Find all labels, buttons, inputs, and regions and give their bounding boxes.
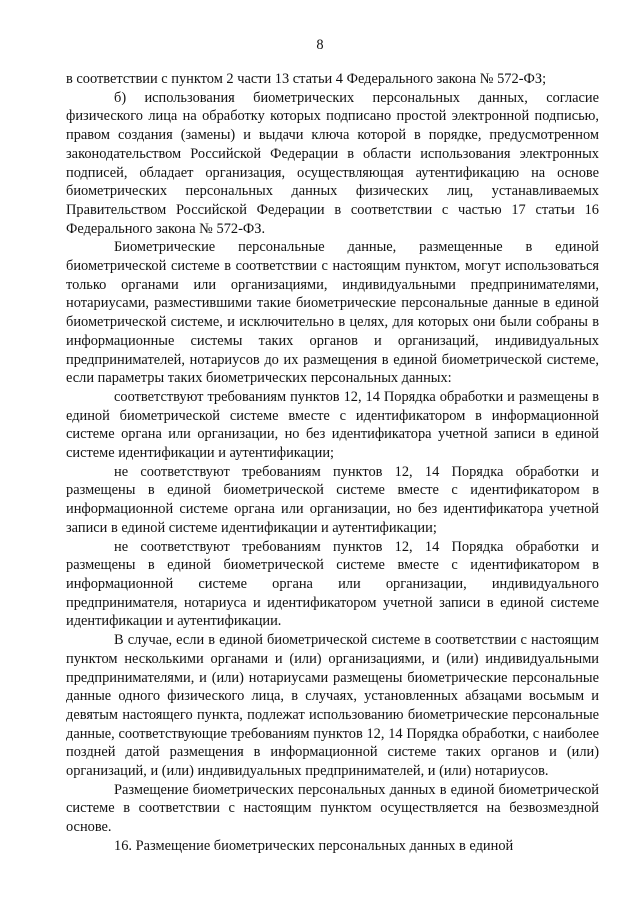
paragraph: Размещение биометрических персональных данных в единой биометрической системе в соответствии с настоящим пунктом осуществляется на безвозмездной основе.: [66, 781, 599, 836]
paragraph: в соответствии с пунктом 2 части 13 статьи 4 Федерального закона № 572-ФЗ;: [66, 71, 547, 87]
paragraph: В случае, если в единой биометрической системе в соответствии с настоящим пунктом несколькими органами и (или) организациями, и (или) индивидуальными предпринимателями, и (или) нотариусами размещены биометрические персональные данные одного физического лица, в случаях, установленных абзацами восьмым и девятым настоящего пункта, подлежат использованию биометрические персональные данные, соответствующие требованиям пунктов 12, 14 Порядка обработки, с наиболее поздней датой размещения в информационной системе таких органов и (или) организаций, и (или) индивидуальных предпринимателей, и (или) нотариусов.: [66, 632, 599, 780]
paragraph: Биометрические персональные данные, размещенные в единой биометрической системе в соответствии с настоящим пунктом, могут использоваться только органами или организациями, индивидуальными предпринимателями, нотариусами, разместившими такие биометрические персональные данные в единой биометрической системе, и исключительно в целях, для которых они были собраны в информационные системы таких органов и организаций, индивидуальных предпринимателей, нотариусов до их размещения в единой биометрической системе, если параметры таких биометрических персональных данных:: [66, 239, 599, 387]
paragraph: соответствуют требованиям пунктов 12, 14 Порядка обработки и размещены в единой биометрической системе вместе с идентификатором в информационной системе органа или организации, но без идентификатора учетной записи в единой системе идентификации и аутентификации;: [66, 388, 599, 462]
document-body: [66, 70, 599, 856]
paragraph: не соответствуют требованиям пунктов 12, 14 Порядка обработки и размещены в единой биометрической системе вместе с идентификатором в информационной системе органа или организации, но без идентификатора учетной записи в единой системе идентификации и аутентификации;: [66, 463, 599, 536]
paragraph: 16. Размещение биометрических персональных данных в единой: [114, 837, 514, 854]
page-number: 8: [316, 37, 324, 53]
paragraph: б) использования биометрических персональных данных, согласие физического лица на обработку которых подписано простой электронной подписью, правом создания (замены) и выдачи ключа которой в порядке, предусмотренном законодательством Российской Федерации в области использования электронных подписей, обладает организация, осуществляющая аутентификацию на основе биометрических персональных данных физических лиц, устанавливаемых Правительством Российской Федерации в соответствии с частью 17 статьи 16 Федерального закона № 572-ФЗ.: [66, 89, 599, 237]
paragraph: не соответствуют требованиям пунктов 12, 14 Порядка обработки и размещены в единой биометрической системе вместе с идентификатором в информационной системе органа или организации, индивидуального предпринимателя, нотариуса и идентификатором учетной записи в единой системе идентификации и аутентификации.: [66, 538, 599, 630]
